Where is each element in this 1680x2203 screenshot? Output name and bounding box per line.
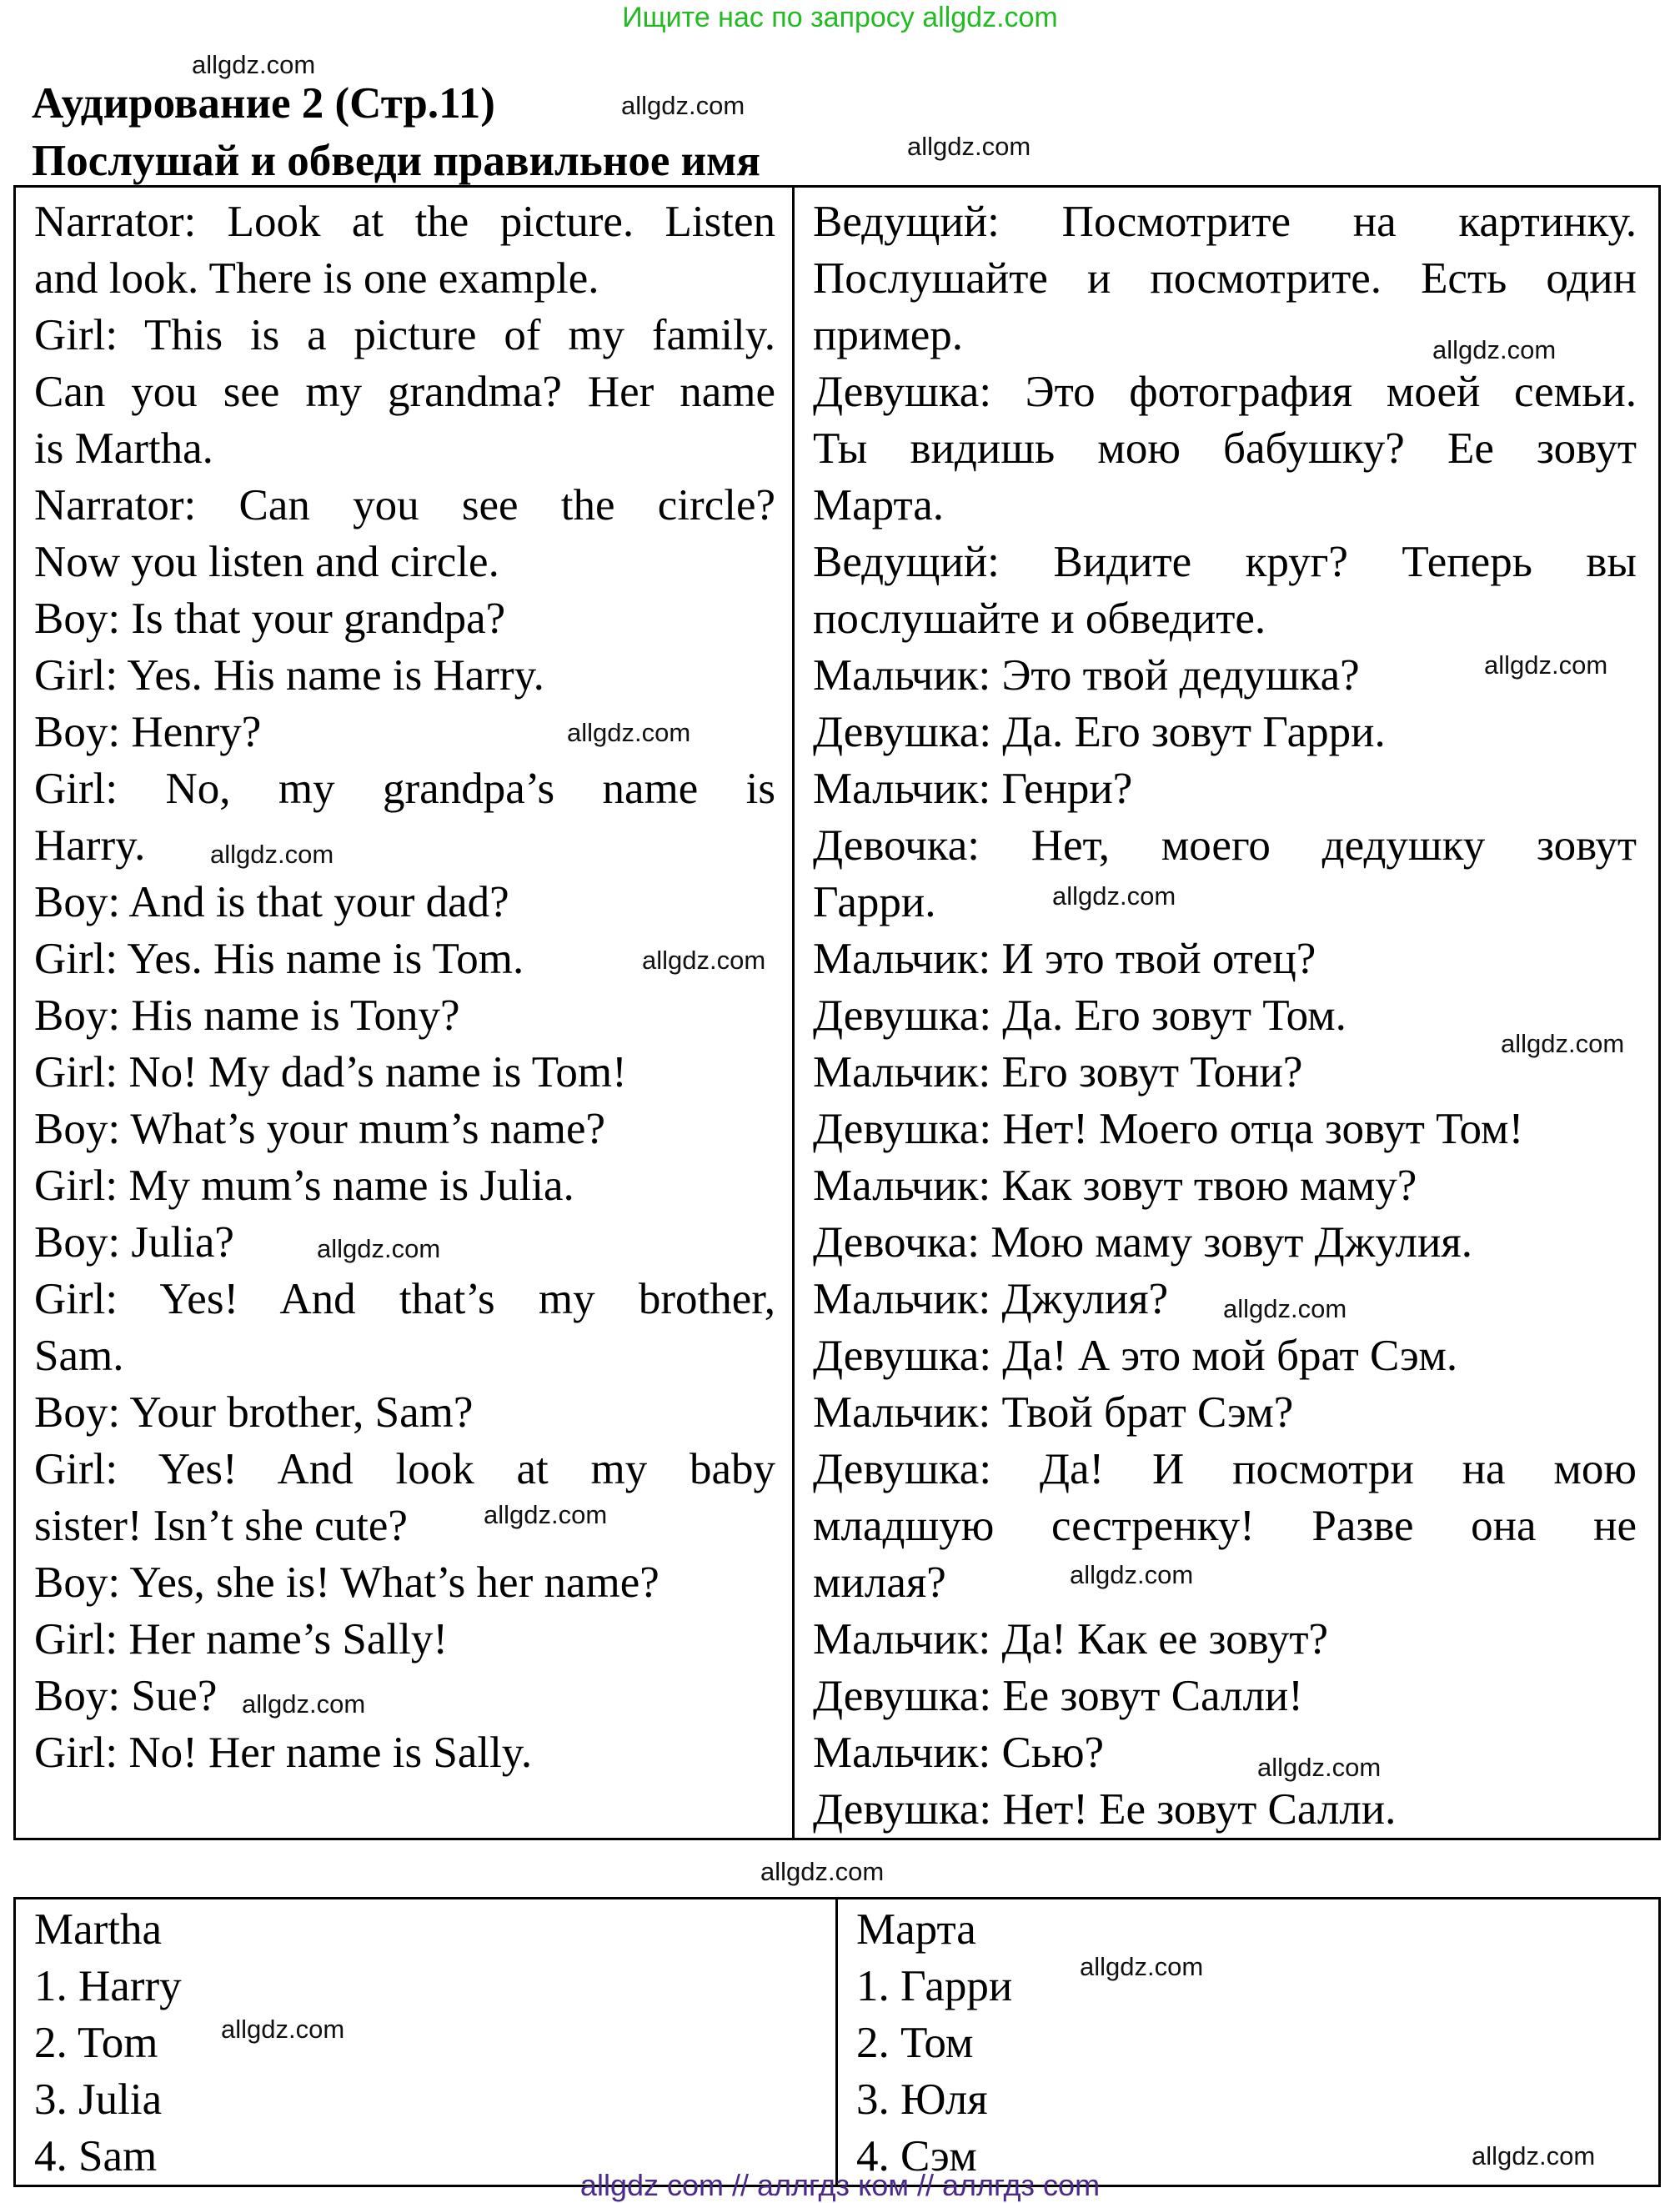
english-transcript-line: Boy: Julia? [34,1218,234,1267]
english-transcript-line: Now you listen and circle. [34,538,499,586]
russian-transcript-line: Мальчик: Да! Как ее зовут? [813,1615,1329,1664]
watermark-text: allgdz.com [1501,1029,1625,1058]
watermark-text: allgdz.com [192,50,316,79]
english-transcript-line: Harry. [34,821,146,870]
english-transcript-line: Girl: Her name’s Sally! [34,1615,449,1664]
russian-transcript-line: Мальчик: И это твой отец? [813,935,1316,983]
english-transcript-line: Girl: This is a picture of my family. [34,311,775,359]
watermark-text: allgdz.com [1070,1560,1194,1589]
russian-transcript-line: Девочка: Мою маму зовут Джулия. [813,1218,1472,1267]
russian-transcript-line: Девушка: Ее зовут Салли! [813,1672,1303,1720]
russian-transcript-line: Мальчик: Генри? [813,765,1133,813]
english-transcript [34,193,775,1781]
watermark-text: allgdz.com [760,1857,885,1886]
english-transcript-line: Boy: Yes, she is! What’s her name? [34,1558,659,1607]
page-title: Аудирование 2 (Стр.11) [32,79,495,128]
russian-transcript-line: младшую сестренку! Разве она не [813,1502,1637,1550]
english-transcript-line: Girl: Yes. His name is Tom. [34,935,524,983]
english-transcript-line: Sam. [34,1332,124,1380]
watermark-text: allgdz.com [1484,650,1608,680]
english-transcript-cell [15,187,794,1839]
russian-transcript-line: Марта. [813,481,945,529]
russian-transcript-line: Мальчик: Это твой дедушка? [813,651,1360,700]
answer-en-item: 3. Julia [34,2075,163,2124]
english-transcript-line: Girl: My mum’s name is Julia. [34,1162,574,1210]
answer-ru-item: 1. Гарри [856,1962,1013,2010]
russian-transcript-line: Девушка: Да. Его зовут Гарри. [813,708,1386,756]
russian-transcript-line: пример. [813,311,964,359]
russian-transcript-line: Ведущий: Видите круг? Теперь вы [813,538,1637,586]
russian-transcript-line: послушайте и обведите. [813,595,1266,643]
russian-transcript-line: Девушка: Нет! Ее зовут Салли. [813,1785,1397,1834]
english-transcript-line: Boy: What’s your mum’s name? [34,1105,605,1153]
watermark-text: allgdz.com [1080,1952,1204,1981]
russian-transcript-line: Мальчик: Как зовут твою маму? [813,1162,1417,1210]
english-transcript-line: Boy: And is that your dad? [34,878,509,926]
russian-transcript [813,193,1637,1838]
answer-en-item: 1. Harry [34,1962,182,2010]
footer-links: allgdz com // аллгдз ком // аллгдз com [579,2168,1101,2202]
transcript-table [13,185,1661,1840]
russian-transcript-line: Мальчик: Его зовут Тони? [813,1048,1303,1096]
watermark-text: allgdz.com [1223,1294,1347,1323]
russian-transcript-line: милая? [813,1558,946,1607]
answer-ru-item: 4. Сэм [856,2132,977,2180]
english-transcript-line: Boy: Your brother, Sam? [34,1388,474,1437]
russian-transcript-line: Девушка: Да. Его зовут Том. [813,991,1347,1040]
watermark-text: allgdz.com [1432,335,1557,364]
answer-ru-item: 3. Юля [856,2075,988,2124]
russian-transcript-line: Мальчик: Джулия? [813,1275,1169,1323]
russian-transcript-line: Девушка: Это фотография моей семьи. [813,368,1637,416]
russian-transcript-line: Гарри. [813,878,936,926]
russian-transcript-line: Девушка: Нет! Моего отца зовут Том! [813,1105,1524,1153]
english-transcript-line: Girl: No, my grandpa’s name is [34,765,775,813]
russian-transcript-line: Послушайте и посмотрите. Есть один [813,254,1637,303]
task-instruction: Послушай и обведи правильное имя [32,137,760,185]
english-transcript-line: sister! Isn’t she cute? [34,1502,408,1550]
watermark-text: allgdz.com [1472,2141,1596,2170]
watermark-text: allgdz.com [210,840,334,869]
english-transcript-line: Can you see my grandma? Her name [34,368,775,416]
answer-en-item: 4. Sam [34,2132,158,2180]
watermark-text: allgdz.com [484,1500,608,1529]
answer-ru-item: Марта [856,1905,976,1954]
watermark-text: allgdz.com [907,132,1031,161]
answer-en-item: Martha [34,1905,163,1954]
russian-transcript-cell [794,187,1660,1839]
english-transcript-line: Narrator: Look at the picture. Listen [34,198,775,246]
english-transcript-line: Narrator: Can you see the circle? [34,481,775,529]
english-transcript-line: Girl: No! My dad’s name is Tom! [34,1048,627,1096]
russian-transcript-line: Мальчик: Сью? [813,1729,1105,1777]
russian-transcript-line: Ты видишь мою бабушку? Ее зовут [813,424,1637,473]
watermark-text: allgdz.com [221,2015,345,2044]
english-transcript-line: Boy: Is that your grandpa? [34,595,506,643]
answer-ru-item: 2. Том [856,2019,974,2067]
answers-en-cell [15,1899,837,2186]
english-transcript-line: Girl: Yes! And look at my baby [34,1445,775,1493]
watermark-text: allgdz.com [642,946,766,975]
english-transcript-line: Boy: His name is Tony? [34,991,460,1040]
english-transcript-line: is Martha. [34,424,213,473]
russian-transcript-line: Девушка: Да! А это мой брат Сэм. [813,1332,1458,1380]
english-transcript-line: Girl: Yes. His name is Harry. [34,651,544,700]
russian-transcript-line: Ведущий: Посмотрите на картинку. [813,198,1637,246]
english-transcript-line: Girl: No! Her name is Sally. [34,1729,533,1777]
english-transcript-line: Boy: Henry? [34,708,262,756]
english-transcript-line: Girl: Yes! And that’s my brother, [34,1275,775,1323]
russian-transcript-line: Мальчик: Твой брат Сэм? [813,1388,1294,1437]
answer-en-item: 2. Tom [34,2019,158,2067]
watermark-text: allgdz.com [1052,881,1176,911]
watermark-text: allgdz.com [317,1234,441,1263]
watermark-text: allgdz.com [242,1689,366,1719]
english-transcript-line: Boy: Sue? [34,1672,218,1720]
watermark-text: allgdz.com [621,91,745,120]
site-banner: Ищите нас по запросу allgdz.com [622,2,1058,33]
watermark-text: allgdz.com [1257,1753,1382,1782]
russian-transcript-line: Девочка: Нет, моего дедушку зовут [813,821,1637,870]
answers-en [34,1901,835,2185]
russian-transcript-line: Девушка: Да! И посмотри на мою [813,1445,1637,1493]
english-transcript-line: and look. There is one example. [34,254,599,303]
watermark-text: allgdz.com [567,718,691,747]
